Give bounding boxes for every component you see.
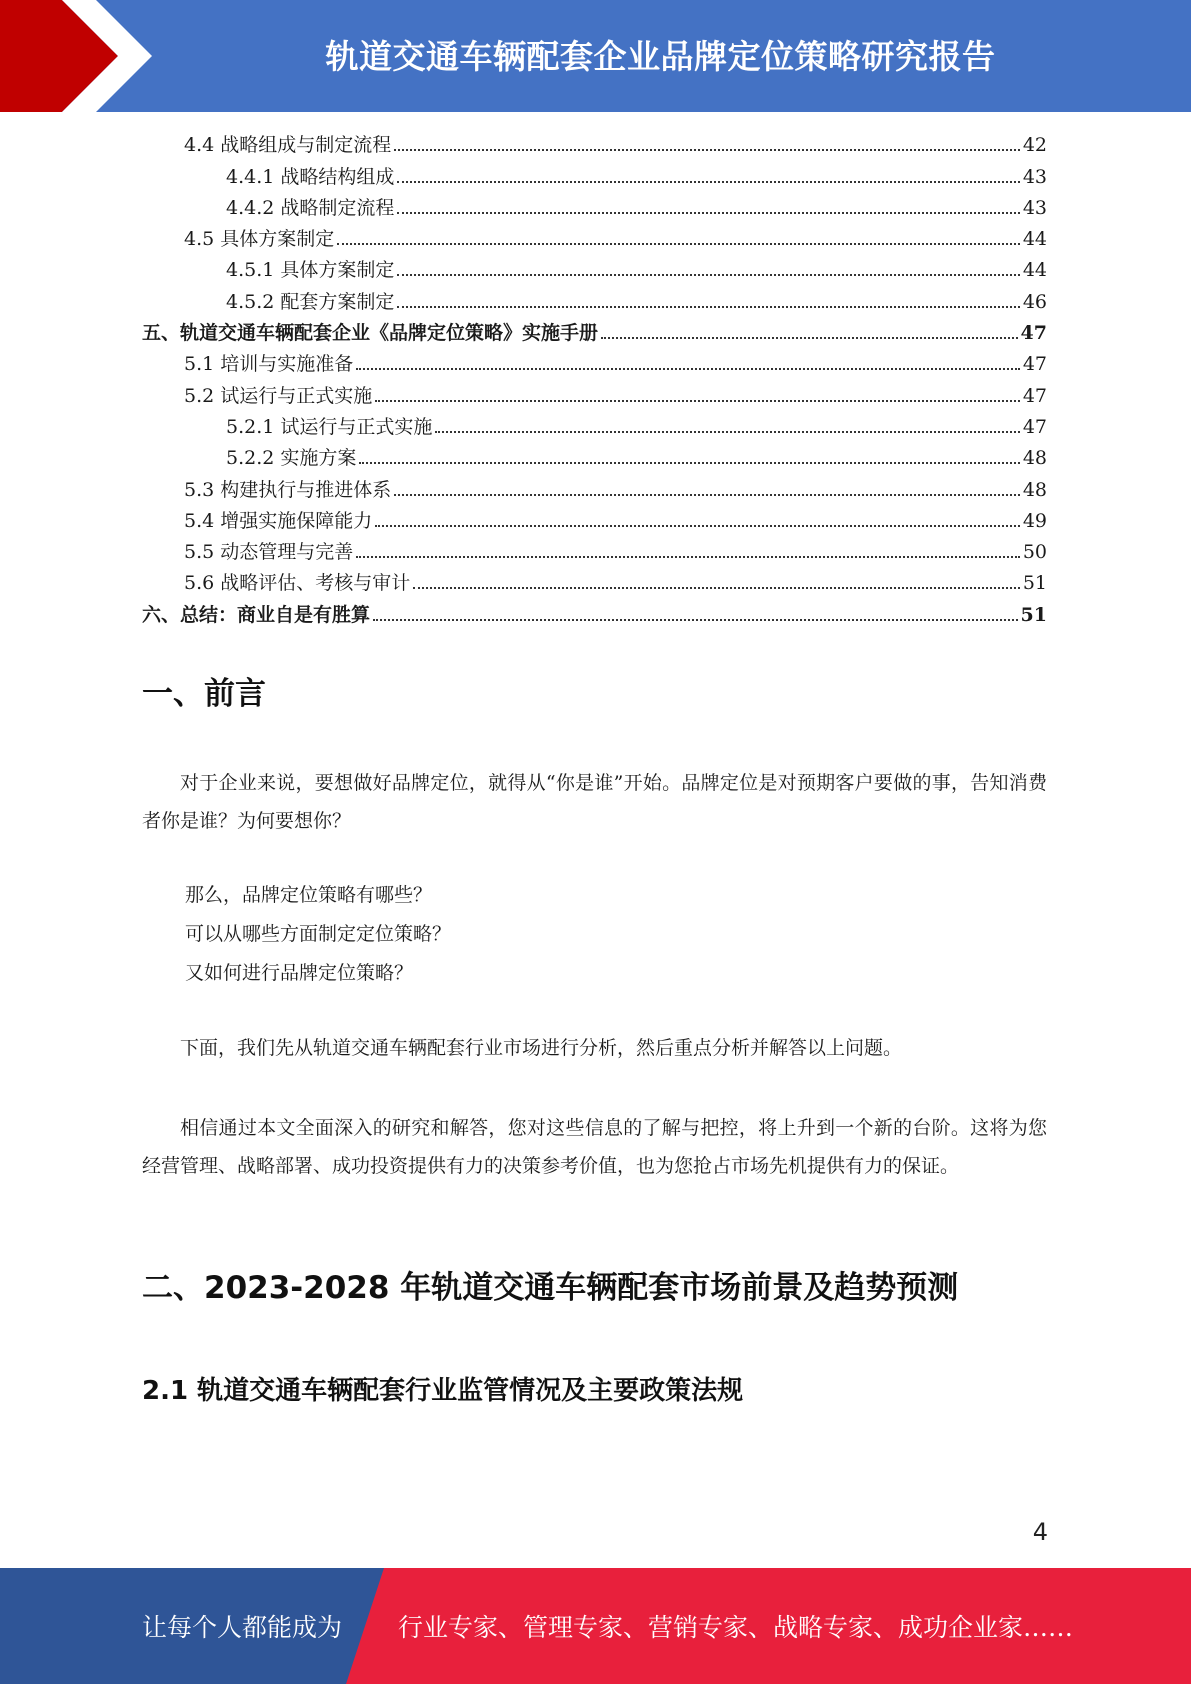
toc-entry-page: 49 <box>1022 509 1047 532</box>
toc-leader-dots <box>397 181 1019 183</box>
toc-entry-label: 4.5 具体方案制定 <box>184 228 335 251</box>
toc-leader-dots <box>356 368 1020 370</box>
section-2-heading: 二、2023-2028 年轨道交通车辆配套市场前景及趋势预测 <box>142 1270 959 1306</box>
toc-entry-page: 47 <box>1020 322 1047 345</box>
toc-entry[interactable] <box>142 376 1047 407</box>
toc-entry-label: 六、总结：商业自是有胜算 <box>142 603 371 626</box>
toc-entry[interactable] <box>142 564 1047 595</box>
toc-leader-dots <box>375 400 1020 402</box>
page-number: 4 <box>1032 1518 1048 1546</box>
toc-entry[interactable] <box>142 408 1047 439</box>
toc-entry[interactable] <box>142 157 1047 188</box>
toc-entry-label: 5.2 试运行与正式实施 <box>184 384 373 407</box>
toc-entry[interactable] <box>142 470 1047 501</box>
toc-leader-dots <box>373 619 1018 621</box>
page-footer <box>0 1568 1191 1684</box>
toc-entry[interactable] <box>142 282 1047 313</box>
toc-entry-page: 51 <box>1022 572 1047 595</box>
toc-entry-label: 4.4 战略组成与制定流程 <box>184 134 392 157</box>
table-of-contents <box>142 126 1047 627</box>
report-title: 轨道交通车辆配套企业品牌定位策略研究报告 <box>325 36 996 76</box>
toc-leader-dots <box>435 431 1019 433</box>
toc-entry[interactable] <box>142 189 1047 220</box>
toc-entry-page: 48 <box>1022 478 1047 501</box>
toc-entry-page: 48 <box>1022 447 1047 470</box>
toc-entry-page: 42 <box>1022 134 1047 157</box>
footer-slogan-left: 让每个人都能成为 <box>142 1613 343 1642</box>
preface-paragraph-2: 下面，我们先从轨道交通车辆配套行业市场进行分析，然后重点分析并解答以上问题。 <box>180 1037 903 1059</box>
toc-entry-page: 43 <box>1022 165 1047 188</box>
footer-slogan-right: 行业专家、管理专家、营销专家、战略专家、成功企业家…… <box>398 1613 1074 1642</box>
toc-entry-page: 47 <box>1022 353 1047 376</box>
preface-paragraph-1: 对于企业来说，要想做好品牌定位，就得从“你是谁”开始。品牌定位是对预期客户要做的事，告知消费者你是谁？为何要想你？ <box>142 772 1047 832</box>
toc-entry-label: 5.2.1 试运行与正式实施 <box>226 415 433 438</box>
question-3: 又如何进行品牌定位策略？ <box>185 962 414 984</box>
toc-entry[interactable] <box>142 251 1047 282</box>
toc-entry[interactable] <box>142 439 1047 470</box>
preface-paragraph-3: 相信通过本文全面深入的研究和解答，您对这些信息的了解与把控，将上升到一个新的台阶。这将为您经营管理、战略部署、成功投资提供有力的决策参考价值，也为您抢占市场先机提供有力的保证。 <box>142 1117 1047 1177</box>
toc-leader-dots <box>375 525 1020 527</box>
toc-entry-label: 5.5 动态管理与完善 <box>184 541 354 564</box>
toc-entry[interactable] <box>142 345 1047 376</box>
toc-entry-page: 47 <box>1022 415 1047 438</box>
toc-entry-label: 5.6 战略评估、考核与审计 <box>184 572 411 595</box>
toc-entry[interactable] <box>142 595 1047 626</box>
preface-heading: 一、前言 <box>142 676 266 712</box>
toc-entry-label: 4.5.2 配套方案制定 <box>226 290 395 313</box>
toc-leader-dots <box>356 556 1020 558</box>
toc-entry-page: 51 <box>1020 603 1047 626</box>
toc-entry[interactable] <box>142 502 1047 533</box>
toc-leader-dots <box>397 306 1019 308</box>
header-arrow-decoration <box>0 0 160 112</box>
toc-leader-dots <box>397 212 1019 214</box>
toc-entry-label: 五、轨道交通车辆配套企业《品牌定位策略》实施手册 <box>142 322 599 345</box>
toc-leader-dots <box>397 274 1019 276</box>
question-2: 可以从哪些方面制定定位策略？ <box>185 923 452 945</box>
toc-leader-dots <box>413 587 1020 589</box>
toc-entry-label: 5.2.2 实施方案 <box>226 447 357 470</box>
toc-entry[interactable] <box>142 220 1047 251</box>
toc-leader-dots <box>394 149 1020 151</box>
toc-entry-page: 44 <box>1022 259 1047 282</box>
toc-entry-page: 44 <box>1022 228 1047 251</box>
toc-entry-label: 5.1 培训与实施准备 <box>184 353 354 376</box>
toc-entry[interactable] <box>142 126 1047 157</box>
toc-leader-dots <box>337 243 1020 245</box>
toc-entry-label: 5.3 构建执行与推进体系 <box>184 478 392 501</box>
toc-entry-page: 50 <box>1022 541 1047 564</box>
toc-entry-label: 4.4.1 战略结构组成 <box>226 165 395 188</box>
toc-leader-dots <box>601 337 1018 339</box>
toc-leader-dots <box>359 462 1019 464</box>
toc-entry-label: 4.5.1 具体方案制定 <box>226 259 395 282</box>
toc-entry-page: 46 <box>1022 290 1047 313</box>
toc-entry-label: 5.4 增强实施保障能力 <box>184 509 373 532</box>
section-2-1-heading: 2.1 轨道交通车辆配套行业监管情况及主要政策法规 <box>142 1376 744 1406</box>
toc-leader-dots <box>394 494 1020 496</box>
question-1: 那么，品牌定位策略有哪些？ <box>185 884 433 906</box>
toc-entry-page: 47 <box>1022 384 1047 407</box>
toc-entry-page: 43 <box>1022 196 1047 219</box>
toc-entry-label: 4.4.2 战略制定流程 <box>226 196 395 219</box>
page-header <box>0 0 1191 112</box>
toc-entry[interactable] <box>142 533 1047 564</box>
toc-entry[interactable] <box>142 314 1047 345</box>
